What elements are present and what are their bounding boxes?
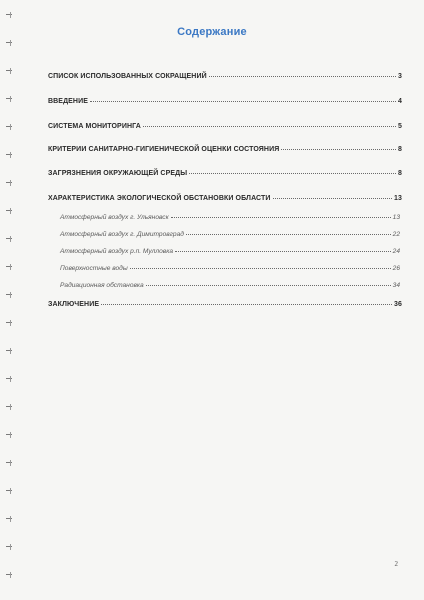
- toc-entry-label: ЗАГРЯЗНЕНИЯ ОКРУЖАЮЩЕЙ СРЕДЫ: [48, 170, 188, 177]
- toc-subentry[interactable]: [60, 231, 400, 238]
- toc-entry-label: Атмосферный воздух г. Димитровград: [60, 231, 184, 238]
- toc-leader-dots: [130, 268, 391, 269]
- toc-entry-page: 26: [392, 265, 400, 272]
- toc-leader-dots: [186, 234, 391, 235]
- toc-entry[interactable]: [48, 146, 402, 153]
- toc-entry-page: 22: [392, 231, 400, 238]
- toc-entry-page: 24: [392, 248, 400, 255]
- toc-entry[interactable]: [48, 123, 402, 130]
- toc-entry-page: 13: [394, 195, 402, 202]
- binding-mark: [6, 126, 12, 127]
- toc-leader-dots: [281, 149, 396, 150]
- toc-entry-label: ХАРАКТЕРИСТИКА ЭКОЛОГИЧЕСКОЙ ОБСТАНОВКИ ОБЛАСТИ: [48, 195, 271, 202]
- toc-entry-label: Атмосферный воздух р.п. Мулловка: [60, 248, 173, 255]
- binding-mark: [6, 294, 12, 295]
- toc-entry-label: СПИСОК ИСПОЛЬЗОВАННЫХ СОКРАЩЕНИЙ: [48, 73, 207, 80]
- toc-entry[interactable]: [48, 195, 402, 202]
- binding-mark: [6, 154, 12, 155]
- toc-entry-label: Атмосферный воздух г. Ульяновск: [60, 214, 169, 221]
- binding-mark: [6, 14, 12, 15]
- toc-leader-dots: [273, 198, 392, 199]
- toc-entry[interactable]: [48, 301, 402, 308]
- binding-mark: [6, 406, 12, 407]
- toc-entry[interactable]: [48, 98, 402, 105]
- toc-entry-page: 5: [398, 123, 402, 130]
- page-title: Содержание: [177, 26, 247, 38]
- binding-mark: [6, 434, 12, 435]
- binding-mark: [6, 574, 12, 575]
- toc-leader-dots: [146, 285, 391, 286]
- toc-entry-page: 34: [392, 282, 400, 289]
- toc-entry-label: КРИТЕРИИ САНИТАРНО-ГИГИЕНИЧЕСКОЙ ОЦЕНКИ СОСТОЯНИЯ: [48, 146, 280, 153]
- toc-entry-label: ЗАКЛЮЧЕНИЕ: [48, 301, 100, 308]
- binding-mark: [6, 182, 12, 183]
- toc-subentry[interactable]: [60, 265, 400, 272]
- toc-leader-dots: [189, 173, 396, 174]
- toc-entry-page: 36: [394, 301, 402, 308]
- binding-mark: [6, 378, 12, 379]
- binding-mark: [6, 546, 12, 547]
- page-number: 2: [394, 560, 398, 568]
- toc-entry-label: Радиационная обстановка: [60, 282, 144, 289]
- binding-mark: [6, 518, 12, 519]
- toc-entry[interactable]: [48, 170, 402, 177]
- toc-entry-label: Поверхностные воды: [60, 265, 128, 272]
- binding-mark: [6, 490, 12, 491]
- binding-mark: [6, 322, 12, 323]
- toc-subentry[interactable]: [60, 248, 400, 255]
- toc-leader-dots: [101, 304, 392, 305]
- binding-mark: [6, 42, 12, 43]
- toc-subentry[interactable]: [60, 282, 400, 289]
- binding-mark: [6, 70, 12, 71]
- toc-entry-page: 3: [398, 73, 402, 80]
- toc-leader-dots: [90, 101, 396, 102]
- binding-mark: [6, 98, 12, 99]
- toc-leader-dots: [209, 76, 396, 77]
- toc-entry-label: СИСТЕМА МОНИТОРИНГА: [48, 123, 141, 130]
- toc-entry-label: ВВЕДЕНИЕ: [48, 98, 88, 105]
- toc-leader-dots: [143, 126, 396, 127]
- toc-entry-page: 13: [392, 214, 400, 221]
- toc-leader-dots: [175, 251, 391, 252]
- binding-mark: [6, 462, 12, 463]
- binding-mark: [6, 350, 12, 351]
- toc-subentry[interactable]: [60, 214, 400, 221]
- binding-margin: [0, 0, 18, 600]
- binding-mark: [6, 266, 12, 267]
- toc-entry-page: 4: [398, 98, 402, 105]
- binding-mark: [6, 210, 12, 211]
- toc-entry[interactable]: [48, 73, 402, 80]
- binding-mark: [6, 238, 12, 239]
- toc-entry-page: 8: [398, 146, 402, 153]
- toc-entry-page: 8: [398, 170, 402, 177]
- toc-leader-dots: [171, 217, 391, 218]
